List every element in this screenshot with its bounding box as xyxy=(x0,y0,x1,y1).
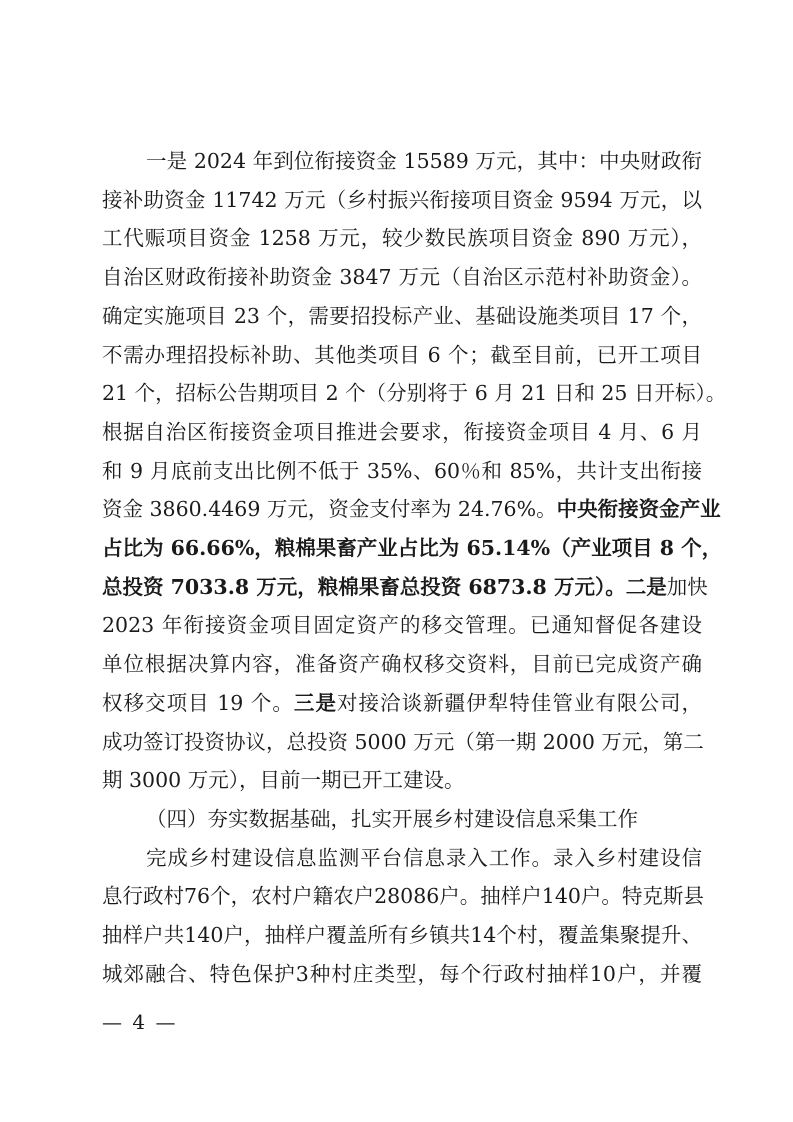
text-line xyxy=(102,490,721,529)
text-line xyxy=(102,723,702,762)
text-run: 和 9 月底前支出比例不低于 35%、60％和 85%，共计支出衔接 xyxy=(102,458,702,483)
text-run: 一是 2024 年到位衔接资金 15589 万元，其中：中央财政衔 xyxy=(146,149,702,173)
text-run: 确定实施项目 23 个，需要招投标产业、基础设施类项目 17 个， xyxy=(102,303,702,328)
text-line: 息行政村76个，农村户籍农户28086户。抽样户140户。特克斯县 xyxy=(102,884,704,909)
text-line xyxy=(102,219,702,258)
text-run: 对接洽谈新疆伊犁特佳管业有限公司， xyxy=(337,690,703,715)
text-line xyxy=(102,142,702,181)
text-run: 2023 年衔接资金项目固定资产的移交管理。已通知督促各建设 xyxy=(102,613,702,638)
text-line xyxy=(102,568,708,607)
text-line xyxy=(102,413,702,452)
paragraph-funding xyxy=(102,142,727,800)
text-run: 根据自治区衔接资金项目推进会要求，衔接资金项目 4 月、6 月 xyxy=(102,419,702,444)
text-run: 21 个，招标公告期项目 2 个（分别将于 6 月 21 日和 25 日开标）。 xyxy=(102,381,727,406)
text-run: 自治区财政衔接补助资金 3847 万元（自治区示范村补助资金）。 xyxy=(102,265,702,290)
body-text xyxy=(102,142,727,993)
text-line xyxy=(102,336,702,375)
text-line xyxy=(102,529,723,568)
page-number: — 4 — xyxy=(102,1010,178,1034)
text-run: 不需办理招投标补助、其他类项目 6 个；截至目前，已开工项目 xyxy=(102,342,702,367)
text-run: 工代赈项目资金 1258 万元，较少数民族项目资金 890 万元）， xyxy=(102,226,702,251)
text-line xyxy=(102,452,702,491)
bold-run: 占比为 66.66%，粮棉果畜产业占比为 65.14%（产业项目 8 个， xyxy=(102,536,723,561)
text-line: 城郊融合、特色保护3种村庄类型，每个行政村抽样10户，并覆 xyxy=(102,961,702,986)
text-run: 成功签订投资协议，总投资 5000 万元（第一期 2000 万元，第二 xyxy=(102,729,704,754)
text-run: 期 3000 万元），目前一期已开工建设。 xyxy=(102,768,465,793)
bold-run: 三是 xyxy=(293,690,337,715)
text-line xyxy=(102,258,702,297)
text-line xyxy=(102,374,727,413)
text-run: 资金 3860.4469 万元，资金支付率为 24.76%。 xyxy=(102,497,557,522)
text-line xyxy=(102,181,702,220)
text-run: 单位根据决算内容，准备资产确权移交资料，目前已完成资产确 xyxy=(102,652,702,677)
bold-run: 总投资 7033.8 万元，粮棉果畜总投资 6873.8 万元）。二是 xyxy=(102,574,667,599)
text-line xyxy=(102,297,702,336)
text-line: 完成乡村建设信息监测平台信息录入工作。录入乡村建设信 xyxy=(146,845,702,870)
text-line: 抽样户共140户，抽样户覆盖所有乡镇共14个村，覆盖集聚提升、 xyxy=(102,923,702,948)
text-line xyxy=(102,645,702,684)
text-line xyxy=(102,761,702,800)
text-run: 接补助资金 11742 万元（乡村振兴衔接项目资金 9594 万元，以 xyxy=(102,187,702,212)
section-heading-4: （四）夯实数据基础，扎实开展乡村建设信息采集工作 xyxy=(146,806,638,831)
bold-run: 中央衔接资金产业 xyxy=(556,497,721,522)
text-run: 权移交项目 19 个。 xyxy=(102,690,294,715)
text-line xyxy=(102,684,702,723)
paragraph-village-info xyxy=(102,839,702,994)
text-run: 加快 xyxy=(666,574,708,599)
text-line xyxy=(102,606,702,645)
